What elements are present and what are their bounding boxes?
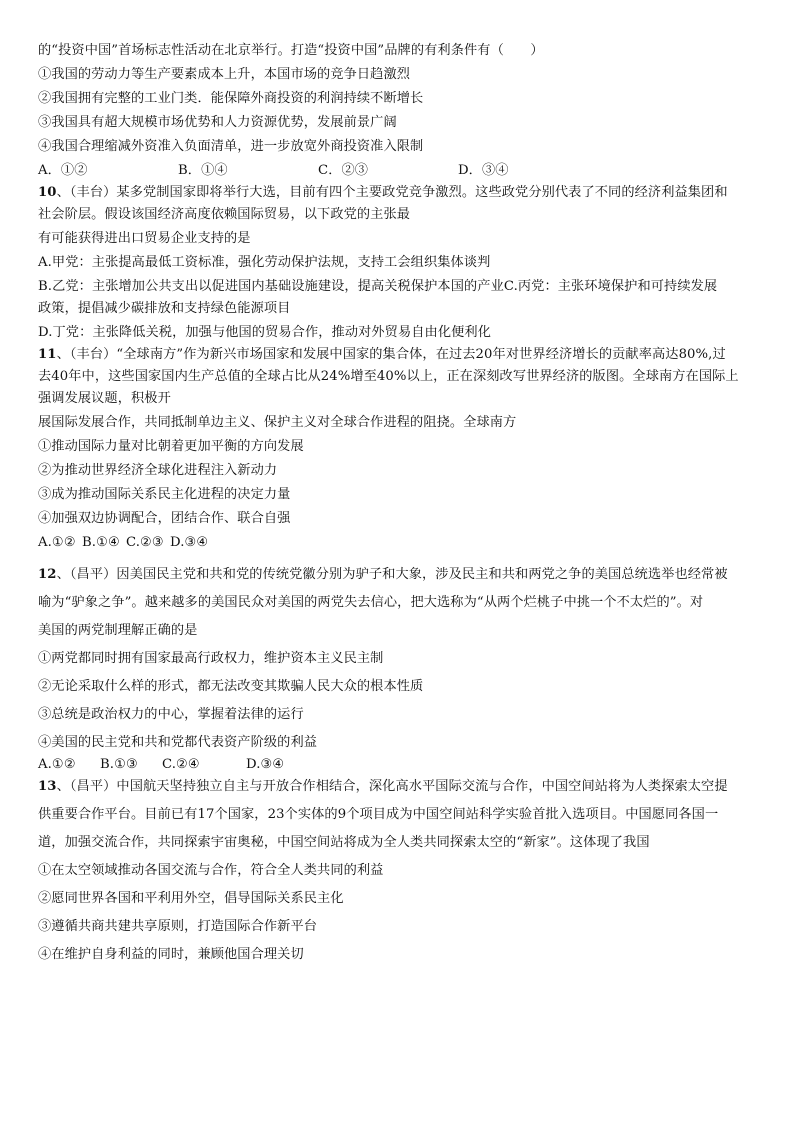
q9-choice-d: D．③④ [458, 163, 509, 178]
q13-stem-line-1 [38, 776, 760, 798]
q11-item-3: ③成为推动国际关系民主化进程的决定力量 [38, 487, 291, 502]
q12-source: 、（昌平） [56, 567, 117, 582]
q10-stem-text-1: 某多党制国家即将举行大选，目前有四个主要政党竞争激烈。这些政党分别代表了不同的经济利益集团和 [116, 185, 728, 200]
q10-stem-line-1 [38, 182, 760, 204]
q9-choice-a: A．①② [38, 163, 88, 178]
q12-stem-line-2: 喻为“驴象之争”。越来越多的美国民众对美国的两党失去信心，把大选称为“从两个烂桃子中挑一个不太烂的”。对 [38, 595, 704, 610]
q12-choice-d: D.③④ [246, 757, 285, 772]
q12-choice-c: C.②④ [162, 757, 200, 772]
q12-stem-text-1: 因美国民主党和共和党的传统党徽分别为驴子和大象，涉及民主和共和两党之争的美国总统选举也经常被 [116, 567, 728, 582]
q9-item-4: ④我国合理缩减外资准入负面清单，进一步放宽外商投资准入限制 [38, 139, 424, 154]
q9-item-1: ①我国的劳动力等生产要素成本上升，本国市场的竞争日趋激烈 [38, 67, 411, 82]
q13-item-1: ①在太空领域推动各国交流与合作，符合全人类共同的利益 [38, 863, 384, 878]
q13-item-3: ③遵循共商共建共享原则，打造国际合作新平台 [38, 919, 318, 934]
q11-item-2: ②为推动世界经济全球化进程注入新动力 [38, 463, 278, 478]
q13-number: 13 [38, 779, 57, 794]
q11-choices [38, 532, 760, 554]
q11-stem-line-1 [38, 344, 760, 366]
q9-stem: 的“投资中国”首场标志性活动在北京举行。打造“投资中国”品牌的有利条件有（ ） [38, 43, 544, 58]
q13-item-2: ②愿同世界各国和平利用外空，倡导国际关系民主化 [38, 891, 344, 906]
q10-option-d: D.丁党：主张降低关税，加强与他国的贸易合作，推动对外贸易自由化便利化 [38, 325, 491, 340]
q12-stem-line-1 [38, 564, 760, 586]
q13-stem-line-3: 道，加强交流合作，共同探索宇宙奥秘，中国空间站将成为全人类共同探索太空的“新家”。这体现了我国 [38, 835, 650, 850]
q12-number: 12 [38, 567, 57, 582]
q10-option-b: B.乙党：主张增加公共支出以促进国内基础设施建设，提高关税保护本国的产业C.丙党：主张环境保护和可持续发展 [38, 279, 718, 294]
q12-stem-line-3: 美国的两党制理解正确的是 [38, 623, 198, 638]
q11-choice-a: A.①② [38, 535, 76, 550]
q11-choice-c: C.②③ [126, 535, 164, 550]
q13-stem-text-1: 中国航天坚持独立自主与开放合作相结合，深化高水平国际交流与合作，中国空间站将为人类探索太空提 [116, 779, 728, 794]
q12-item-4: ④美国的民主党和共和党都代表资产阶级的利益 [38, 735, 318, 750]
q12-choices [38, 754, 760, 776]
q10-stem-line-2: 社会阶层。假设该国经济高度依赖国际贸易，以下政党的主张最 [38, 207, 411, 222]
q10-number: 10 [38, 185, 57, 200]
q12-item-2: ②无论采取什么样的形式，都无法改变其欺骗人民大众的根本性质 [38, 679, 424, 694]
q9-item-2: ②我国拥有完整的工业门类．能保障外商投资的利润持续不断增长 [38, 91, 424, 106]
q11-stem-line-2: 去40年中，这些国家国内生产总值的全球占比从24%增至40%以上，正在深刻改写世界经济的版图。全球南方在国际上 [38, 369, 739, 384]
q11-choice-d: D.③④ [170, 535, 209, 550]
q9-choice-c: C．②③ [318, 163, 369, 178]
q11-number: 11 [38, 347, 57, 362]
q10-stem-line-3: 有可能获得进出口贸易企业支持的是 [38, 231, 251, 246]
q12-item-3: ③总统是政治权力的中心，掌握着法律的运行 [38, 707, 304, 722]
q11-source: 、（丰台） [56, 347, 117, 362]
q13-stem-line-2: 供重要合作平台。目前已有17个国家，23个实体的9个项目成为中国空间站科学实验首批入选项目。中国愿同各国一 [38, 807, 719, 822]
q9-choices [38, 160, 760, 182]
q11-stem-text-1: “全球南方”作为新兴市场国家和发展中国家的集合体，在过去20年对世界经济增长的贡献率高达80%,过 [116, 347, 726, 362]
q10-option-c-cont: 政策，提倡减少碳排放和支持绿色能源项目 [38, 301, 291, 316]
q13-source: 、（昌平） [56, 779, 117, 794]
exam-page [38, 40, 760, 966]
q12-choice-a: A.①② [38, 757, 76, 772]
q11-item-4: ④加强双边协调配合，团结合作、联合自强 [38, 511, 291, 526]
q11-choice-b: B.①④ [82, 535, 120, 550]
q10-option-a: A.甲党：主张提高最低工资标准，强化劳动保护法规，支持工会组织集体谈判 [38, 255, 491, 270]
q9-choice-b: B．①④ [178, 163, 228, 178]
q9-item-3: ③我国具有超大规模市场优势和人力资源优势，发展前景广阔 [38, 115, 397, 130]
q11-item-1: ①推动国际力量对比朝着更加平衡的方向发展 [38, 439, 304, 454]
q10-source: 、（丰台） [56, 185, 117, 200]
q12-choice-b: B.①③ [100, 757, 138, 772]
q11-stem-line-3: 强调发展议题，积极开 [38, 391, 171, 406]
q13-item-4: ④在维护自身利益的同时，兼顾他国合理关切 [38, 947, 304, 962]
q11-stem-line-4: 展国际发展合作，共同抵制单边主义、保护主义对全球合作进程的阻挠。全球南方 [38, 415, 517, 430]
q12-item-1: ①两党都同时拥有国家最高行政权力，维护资本主义民主制 [38, 651, 384, 666]
